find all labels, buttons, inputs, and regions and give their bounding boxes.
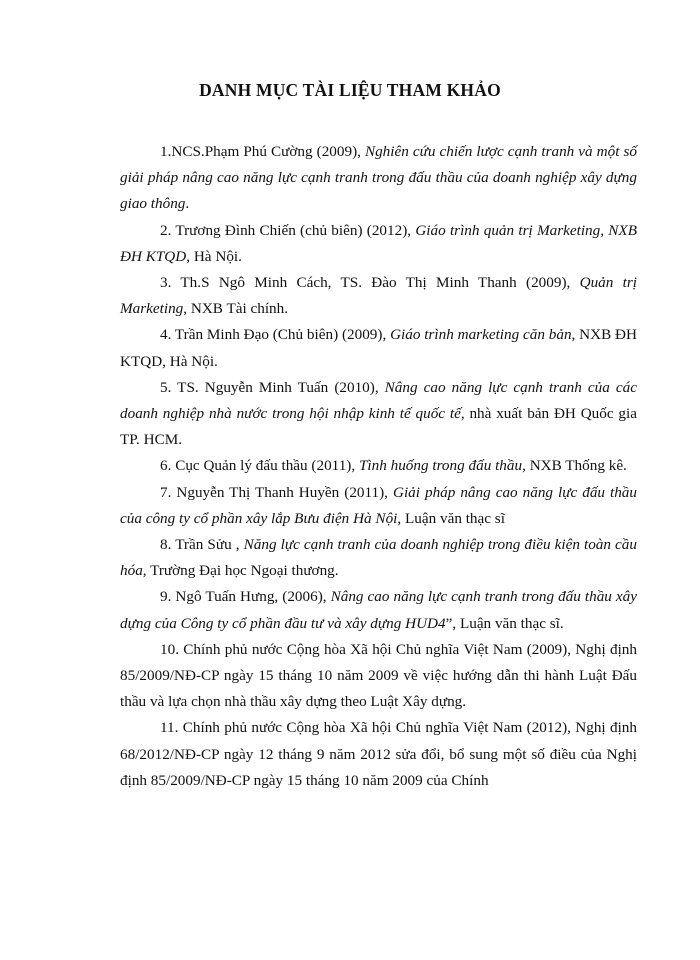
reference-publisher: , NXB Tài chính. bbox=[183, 300, 289, 318]
reference-author: 1.NCS.Phạm Phú Cường (2009), bbox=[160, 143, 365, 160]
reference-author: 3. Th.S Ngô Minh Cách, TS. Đào Thị Minh Thanh (2009), bbox=[160, 274, 580, 292]
reference-publisher: , nhà xuất bản ĐH Quốc gia TP. HCM. bbox=[120, 405, 637, 449]
reference-text: 11. Chính phủ nước Cộng hòa Xã hội Chủ nghĩa Việt Nam (2012), Nghị định 68/2012/NĐ-CP ngày 12 tháng 9 năm 2012 sửa đổi, bổ sung một số điều của Nghị định 85/2009/NĐ-CP ngày 15 tháng 10 năm 2009 của Chính bbox=[120, 719, 637, 789]
reference-publisher: , Hà Nội. bbox=[186, 247, 242, 265]
reference-item-9 bbox=[120, 584, 637, 636]
reference-publisher: . bbox=[185, 195, 190, 213]
reference-item-10 bbox=[120, 637, 637, 716]
reference-title: Giáo trình marketing căn bản bbox=[390, 326, 572, 344]
reference-item-5 bbox=[120, 375, 637, 454]
reference-item-4 bbox=[120, 322, 637, 374]
reference-author: 6. Cục Quản lý đấu thầu (2011), bbox=[160, 457, 359, 475]
reference-publisher: , NXB Thống kê. bbox=[522, 457, 627, 475]
reference-item-6 bbox=[120, 453, 637, 479]
reference-publisher: ”, Luận văn thạc sĩ. bbox=[445, 614, 564, 632]
reference-title: Nâng cao năng lực cạnh tranh của các doanh nghiệp nhà nước trong hội nhập kinh tế quốc tế bbox=[120, 378, 637, 423]
page-title: DANH MỤC TÀI LIỆU THAM KHẢO bbox=[199, 80, 501, 100]
reference-author: 8. Trần Sửu , bbox=[160, 536, 244, 554]
reference-title: Quản trị Marketing bbox=[120, 274, 637, 318]
reference-publisher: , Trường Đại học Ngoại thương. bbox=[142, 562, 339, 580]
reference-author: 2. Trương Đình Chiến (chủ biên) (2012), bbox=[160, 221, 416, 239]
reference-item-8 bbox=[120, 532, 637, 584]
reference-author: 4. Trần Minh Đạo (Chủ biên) (2009), bbox=[160, 326, 391, 344]
reference-item-3 bbox=[120, 270, 637, 322]
reference-item-2 bbox=[120, 218, 637, 270]
reference-author: 9. Ngô Tuấn Hưng, (2006), bbox=[160, 588, 331, 606]
reference-list bbox=[120, 139, 637, 794]
reference-item-1 bbox=[120, 139, 637, 218]
reference-title: Nâng cao năng lực cạnh tranh trong đấu thầu xây dựng của Công ty cổ phần đầu tư và xây dựng HUD4 bbox=[120, 588, 637, 632]
reference-title: Tình huống trong đấu thầu bbox=[358, 457, 523, 475]
reference-publisher: , Luận văn thạc sĩ bbox=[397, 509, 505, 527]
reference-item-7 bbox=[120, 480, 637, 532]
reference-title: Giải pháp nâng cao năng lực đấu thầu của công ty cổ phần xây lắp Bưu điện Hà Nội bbox=[120, 483, 637, 527]
reference-publisher: , NXB ĐH KTQD, Hà Nội. bbox=[120, 326, 637, 370]
reference-item-11 bbox=[120, 715, 637, 794]
reference-author: 5. TS. Nguyễn Minh Tuấn (2010), bbox=[160, 378, 385, 396]
reference-title: Giáo trình quản trị Marketing, NXB ĐH KTQD bbox=[120, 221, 637, 265]
reference-author: 7. Nguyễn Thị Thanh Huyền (2011), bbox=[160, 483, 393, 501]
reference-text: 10. Chính phủ nước Cộng hòa Xã hội Chủ nghĩa Việt Nam (2009), Nghị định 85/2009/NĐ-CP ngày 15 tháng 10 năm 2009 về việc hướng dẫn thi hành Luật Đấu thầu và lựa chọn nhà thầu xây dựng theo Luật Xây dựng. bbox=[120, 640, 637, 711]
reference-title: Năng lực cạnh tranh của doanh nghiệp trong điều kiện toàn cầu hóa bbox=[120, 536, 637, 580]
reference-title: Nghiên cứu chiến lược cạnh tranh và một số giải pháp nâng cao năng lực cạnh tranh trong đấu thầu của doanh nghiệp xây dựng giao thông bbox=[120, 143, 637, 213]
